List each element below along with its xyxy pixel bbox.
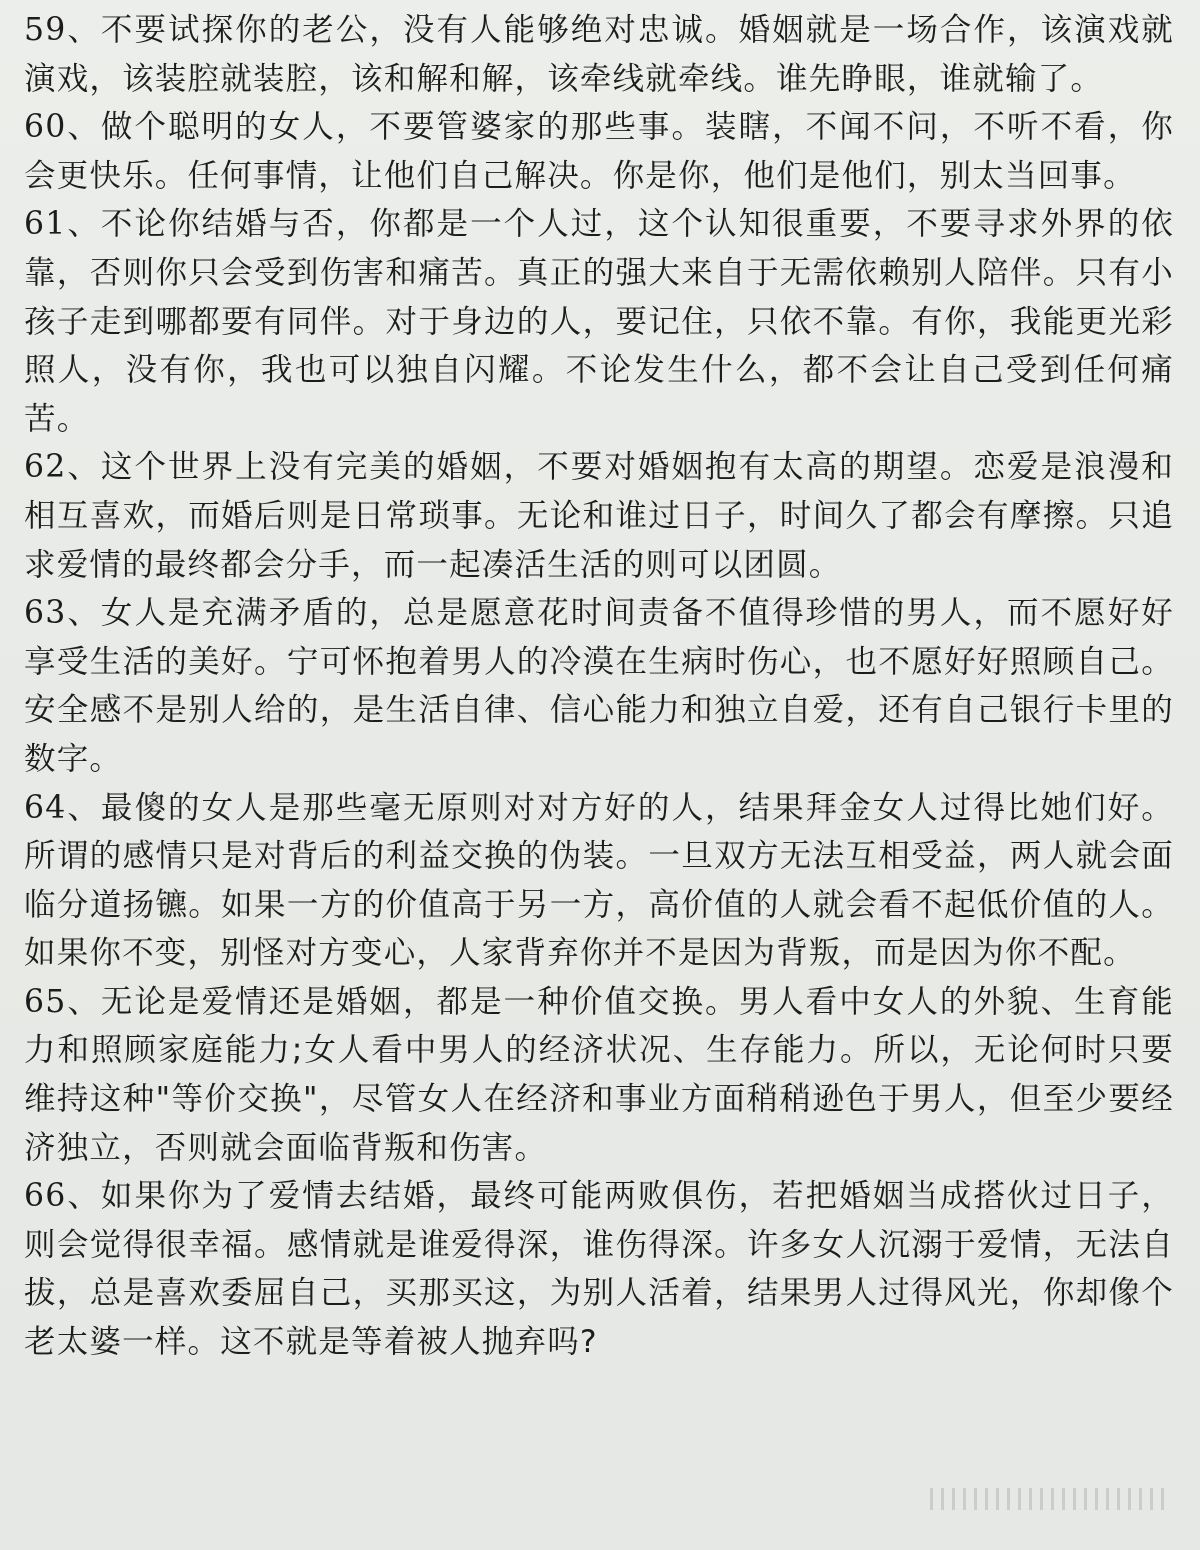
paragraph-number: 61 bbox=[24, 206, 67, 243]
paragraph-number: 65 bbox=[24, 983, 67, 1020]
watermark-mark bbox=[930, 1488, 1170, 1510]
paragraph-number: 63 bbox=[24, 595, 67, 632]
paragraph-text: 这个世界上没有完美的婚姻，不要对婚姻抱有太高的期望。恋爱是浪漫和相互喜欢，而婚后则是日常琐事。无论和谁过日子，时间久了都会有摩擦。只追求爱情的最终都会分手，而一起凑活生活的则可以团圆。 bbox=[24, 449, 1174, 583]
paragraph-number: 64 bbox=[24, 789, 67, 826]
paragraph-separator: 、 bbox=[66, 983, 101, 1020]
paragraph-63 bbox=[24, 589, 1174, 783]
paragraph-61 bbox=[24, 200, 1174, 443]
paragraph-separator: 、 bbox=[66, 449, 101, 486]
paragraph-number: 66 bbox=[24, 1178, 67, 1215]
paragraph-separator: 、 bbox=[66, 595, 101, 632]
paragraph-separator: 、 bbox=[66, 12, 101, 48]
paragraph-text: 无论是爱情还是婚姻，都是一种价值交换。男人看中女人的外貌、生育能力和照顾家庭能力;女人看中男人的经济状况、生存能力。所以，无论何时只要维持这种"等价交换"，尽管女人在经济和事业方面稍稍逊色于男人，但至少要经济独立，否则就会面临背叛和伤害。 bbox=[24, 983, 1174, 1166]
paragraph-text: 不论你结婚与否，你都是一个人过，这个认知很重要，不要寻求外界的依靠，否则你只会受到伤害和痛苦。真正的强大来自于无需依赖别人陪伴。只有小孩子走到哪都要有同伴。对于身边的人，要记住，只依不靠。有你，我能更光彩照人，没有你，我也可以独自闪耀。不论发生什么，都不会让自己受到任何痛苦。 bbox=[24, 206, 1174, 437]
paragraph-text: 如果你为了爱情去结婚，最终可能两败俱伤，若把婚姻当成搭伙过日子，则会觉得很幸福。感情就是谁爱得深，谁伤得深。许多女人沉溺于爱情，无法自拔，总是喜欢委屈自己，买那买这，为别人活着，结果男人过得风光，你却像个老太婆一样。这不就是等着被人抛弃吗? bbox=[24, 1178, 1174, 1361]
paragraph-text: 最傻的女人是那些毫无原则对对方好的人，结果拜金女人过得比她们好。所谓的感情只是对背后的利益交换的伪装。一旦双方无法互相受益，两人就会面临分道扬镳。如果一方的价值高于另一方，高价值的人就会看不起低价值的人。如果你不变，别怪对方变心，人家背弃你并不是因为背叛，而是因为你不配。 bbox=[24, 789, 1174, 972]
paragraph-62 bbox=[24, 443, 1174, 589]
paragraph-separator: 、 bbox=[66, 109, 101, 146]
paragraph-59 bbox=[24, 6, 1174, 103]
paragraph-separator: 、 bbox=[66, 1178, 101, 1215]
paragraph-64 bbox=[24, 784, 1174, 978]
paragraph-text: 做个聪明的女人，不要管婆家的那些事。装瞎，不闻不问，不听不看，你会更快乐。任何事情，让他们自己解决。你是你，他们是他们，别太当回事。 bbox=[24, 109, 1174, 194]
paragraph-60 bbox=[24, 103, 1174, 200]
paragraph-text: 女人是充满矛盾的，总是愿意花时间责备不值得珍惜的男人，而不愿好好享受生活的美好。宁可怀抱着男人的冷漠在生病时伤心，也不愿好好照顾自己。安全感不是别人给的，是生活自律、信心能力和独立自爱，还有自己银行卡里的数字。 bbox=[24, 595, 1174, 777]
paragraph-separator: 、 bbox=[66, 206, 101, 243]
paragraph-separator: 、 bbox=[66, 789, 101, 826]
paragraph-66 bbox=[24, 1172, 1174, 1366]
watermark bbox=[930, 1488, 1170, 1528]
paragraph-number: 60 bbox=[24, 109, 67, 146]
paragraph-text: 不要试探你的老公，没有人能够绝对忠诚。婚姻就是一场合作，该演戏就演戏，该装腔就装腔，该和解和解，该牵线就牵线。谁先睁眼，谁就输了。 bbox=[24, 12, 1174, 97]
paragraph-number: 59 bbox=[24, 12, 67, 48]
paragraph-number: 62 bbox=[24, 449, 67, 486]
paragraph-65 bbox=[24, 978, 1174, 1172]
